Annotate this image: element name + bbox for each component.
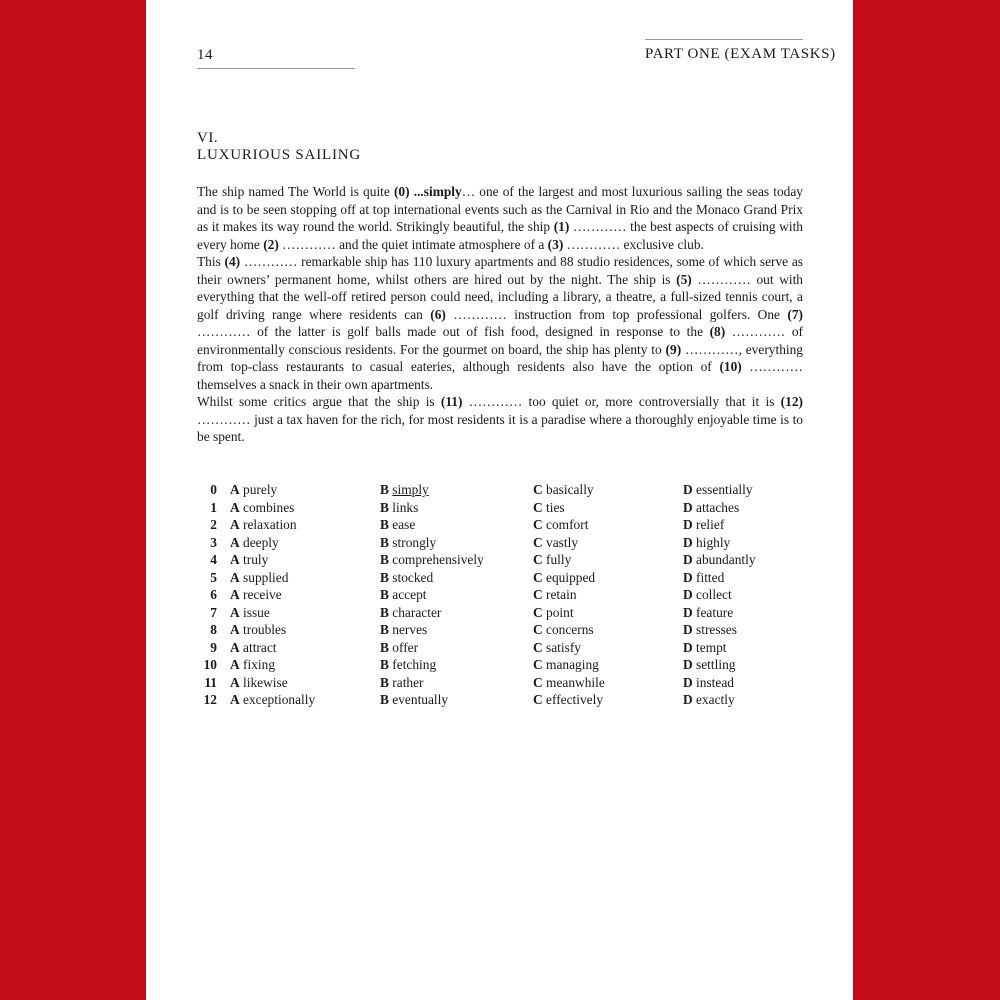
option-row xyxy=(197,621,803,639)
option-d xyxy=(683,639,803,657)
option-letter: C xyxy=(533,552,543,567)
option-word: likewise xyxy=(243,674,288,690)
option-b xyxy=(380,656,533,674)
option-word: essentially xyxy=(696,482,753,497)
option-row xyxy=(197,516,803,534)
option-word: tempt xyxy=(696,639,727,655)
option-a xyxy=(230,481,380,499)
option-letter: C xyxy=(533,657,543,672)
option-word: highly xyxy=(696,534,731,550)
question-number: 1 xyxy=(210,499,217,515)
passage-text: ………… and the quiet intimate atmosphere of a xyxy=(278,236,548,252)
option-letter: B xyxy=(380,499,389,515)
option-letter: A xyxy=(230,517,240,532)
question-number: 12 xyxy=(203,692,217,707)
option-letter: B xyxy=(380,552,389,567)
option-letter: A xyxy=(230,569,240,585)
option-a xyxy=(230,499,380,517)
option-a xyxy=(230,639,380,657)
gap-marker: (2) xyxy=(263,236,279,252)
option-letter: A xyxy=(230,692,240,707)
option-row xyxy=(197,551,803,569)
option-word: relief xyxy=(696,517,725,532)
option-word: deeply xyxy=(243,534,279,550)
option-a xyxy=(230,691,380,709)
option-letter: A xyxy=(230,552,240,567)
option-word: settling xyxy=(696,657,736,672)
section-label: PART ONE (EXAM TASKS) xyxy=(645,46,836,62)
option-c xyxy=(533,516,683,534)
option-b xyxy=(380,534,533,552)
option-b xyxy=(380,516,533,534)
option-word: accept xyxy=(392,587,427,602)
question-number: 3 xyxy=(210,534,217,550)
option-word: feature xyxy=(696,604,734,620)
option-letter: C xyxy=(533,499,543,515)
option-c xyxy=(533,481,683,499)
option-letter: C xyxy=(533,692,543,707)
option-letter: D xyxy=(683,657,693,672)
gap-marker: (3) xyxy=(547,236,564,252)
option-row xyxy=(197,639,803,657)
option-letter: B xyxy=(380,622,389,637)
option-word: managing xyxy=(546,657,599,672)
option-word: comprehensively xyxy=(392,552,484,567)
question-number: 7 xyxy=(210,604,217,620)
option-letter: B xyxy=(380,639,389,655)
option-word: vastly xyxy=(546,534,579,550)
option-b xyxy=(380,551,533,569)
option-a xyxy=(230,621,380,639)
option-word: issue xyxy=(243,604,270,620)
option-word: relaxation xyxy=(243,517,297,532)
option-letter: C xyxy=(533,587,543,602)
option-a xyxy=(230,551,380,569)
option-word: attaches xyxy=(696,499,740,515)
option-letter: D xyxy=(683,569,693,585)
option-letter: D xyxy=(683,674,693,690)
option-d xyxy=(683,656,803,674)
option-letter: A xyxy=(230,657,240,672)
gap-marker: (0) ...simply xyxy=(393,184,462,199)
option-d xyxy=(683,604,803,622)
option-word: rather xyxy=(392,674,424,690)
option-word: fitted xyxy=(696,569,725,585)
option-word: ties xyxy=(546,499,565,515)
option-d xyxy=(683,569,803,587)
page-number: 14 xyxy=(197,47,355,69)
option-word: eventually xyxy=(392,692,449,707)
gap-marker: (7) xyxy=(787,306,803,322)
options-table xyxy=(197,481,803,709)
option-d xyxy=(683,516,803,534)
gap-marker: (5) xyxy=(676,271,692,287)
option-word: fixing xyxy=(243,657,276,672)
option-b xyxy=(380,621,533,639)
passage-text: ………… themselves a snack in their own apartments. xyxy=(197,359,803,392)
option-row xyxy=(197,481,803,499)
question-number: 11 xyxy=(204,674,217,690)
option-letter: D xyxy=(683,604,693,620)
passage-text: ………… just a tax haven for the rich, for most residents it is a paradise where a thoroughly enjoyable time is to be spent. xyxy=(197,411,803,444)
option-d xyxy=(683,534,803,552)
option-letter: D xyxy=(683,517,693,532)
option-c xyxy=(533,586,683,604)
option-word: offer xyxy=(392,639,419,655)
gap-marker: (11) xyxy=(440,394,463,409)
option-c xyxy=(533,534,683,552)
option-c xyxy=(533,656,683,674)
option-d xyxy=(683,586,803,604)
task-number: VI. xyxy=(197,130,219,146)
option-letter: D xyxy=(683,534,693,550)
option-word: ease xyxy=(392,517,416,532)
option-a xyxy=(230,604,380,622)
option-letter: A xyxy=(230,622,240,637)
option-c xyxy=(533,691,683,709)
passage-text: ………… the best aspects of cruising with every home xyxy=(197,219,803,252)
passage-text: ………… too quiet or, more controversially that it is xyxy=(462,394,781,409)
option-a xyxy=(230,534,380,552)
option-letter: B xyxy=(380,692,389,707)
option-word: combines xyxy=(243,499,295,515)
running-header xyxy=(645,39,836,63)
option-letter: D xyxy=(683,482,693,497)
option-letter: A xyxy=(230,534,240,550)
question-number: 5 xyxy=(210,569,217,585)
option-b xyxy=(380,674,533,692)
option-letter: D xyxy=(683,622,693,637)
option-b xyxy=(380,481,533,499)
option-d xyxy=(683,674,803,692)
option-b xyxy=(380,586,533,604)
option-letter: B xyxy=(380,657,389,672)
option-letter: C xyxy=(533,482,543,497)
option-word: fetching xyxy=(392,657,437,672)
option-letter: A xyxy=(230,604,240,620)
passage xyxy=(197,183,803,446)
option-letter: D xyxy=(683,499,693,515)
option-word: stresses xyxy=(696,622,737,637)
option-word: receive xyxy=(243,587,282,602)
example-answer: simply xyxy=(392,482,429,497)
option-word: attract xyxy=(243,639,277,655)
option-c xyxy=(533,604,683,622)
option-row xyxy=(197,691,803,709)
option-letter: C xyxy=(533,639,543,655)
option-word: fully xyxy=(546,552,572,567)
option-word: supplied xyxy=(243,569,289,585)
gap-marker: (1) xyxy=(553,219,570,234)
passage-text: ………… out with everything that the well-off retired person could need, including a library, a theatre, a full-sized tennis court, a golf driving range where residents can xyxy=(197,271,803,322)
gap-marker: (10) xyxy=(719,359,742,374)
option-d xyxy=(683,621,803,639)
option-word: effectively xyxy=(546,692,604,707)
passage-text: ………… exclusive club. xyxy=(563,236,704,252)
passage-text: ………… of the latter is golf balls made out of fish food, designed in response to the xyxy=(197,324,710,339)
option-word: basically xyxy=(546,482,594,497)
option-word: troubles xyxy=(243,622,287,637)
option-a xyxy=(230,656,380,674)
option-word: stocked xyxy=(392,569,434,585)
option-c xyxy=(533,569,683,587)
option-word: collect xyxy=(696,587,732,602)
option-letter: D xyxy=(683,639,693,655)
task-title: LUXURIOUS SAILING xyxy=(197,147,362,163)
option-c xyxy=(533,674,683,692)
option-letter: B xyxy=(380,517,389,532)
option-a xyxy=(230,586,380,604)
gap-marker: (12) xyxy=(780,394,803,409)
option-letter: C xyxy=(533,674,543,690)
option-letter: B xyxy=(380,674,389,690)
option-letter: A xyxy=(230,587,240,602)
option-word: purely xyxy=(243,482,278,497)
option-b xyxy=(380,639,533,657)
option-row xyxy=(197,569,803,587)
option-word: satisfy xyxy=(546,639,581,655)
option-d xyxy=(683,551,803,569)
passage-text: ………… instruction from top professional golfers. One xyxy=(445,306,788,322)
passage-paragraph xyxy=(197,183,803,253)
option-b xyxy=(380,604,533,622)
option-letter: C xyxy=(533,517,543,532)
option-c xyxy=(533,621,683,639)
passage-text: This xyxy=(197,254,225,269)
option-row xyxy=(197,534,803,552)
option-row xyxy=(197,586,803,604)
option-word: exceptionally xyxy=(243,692,316,707)
option-a xyxy=(230,516,380,534)
option-word: abundantly xyxy=(696,552,756,567)
gap-marker: (8) xyxy=(709,324,726,339)
option-c xyxy=(533,639,683,657)
option-letter: B xyxy=(380,587,389,602)
option-a xyxy=(230,674,380,692)
option-a xyxy=(230,569,380,587)
question-number: 6 xyxy=(210,587,217,602)
passage-text: ………… remarkable ship has 110 luxury apartments and 88 studio residences, some of which serve as their owners’ permanent home, whilst others are hired out by the night. The ship is xyxy=(197,254,803,287)
question-number: 10 xyxy=(203,657,217,672)
document-page xyxy=(146,0,853,1000)
option-b xyxy=(380,499,533,517)
option-letter: C xyxy=(533,622,543,637)
question-number: 9 xyxy=(210,639,217,655)
option-letter: D xyxy=(683,587,693,602)
option-row xyxy=(197,656,803,674)
option-letter: D xyxy=(683,692,693,707)
option-word: retain xyxy=(546,587,577,602)
option-letter: C xyxy=(533,534,543,550)
option-word: instead xyxy=(696,674,734,690)
option-letter: C xyxy=(533,604,543,620)
option-word: concerns xyxy=(546,622,594,637)
option-word: meanwhile xyxy=(546,674,605,690)
option-row xyxy=(197,604,803,622)
passage-text: … one of the largest and most luxurious sailing the seas today and is to be seen stopping off at top international events such as the Carnival in Rio and the Monaco Grand Prix as it makes its way round the world. Strikingly beautiful, the ship xyxy=(197,184,803,234)
question-number: 2 xyxy=(210,517,217,532)
question-number: 8 xyxy=(210,622,217,637)
passage-paragraph xyxy=(197,393,803,446)
question-number: 0 xyxy=(210,482,217,497)
option-word: exactly xyxy=(696,692,735,707)
option-b xyxy=(380,569,533,587)
option-d xyxy=(683,691,803,709)
gap-marker: (6) xyxy=(430,306,446,322)
gap-marker: (9) xyxy=(665,341,682,357)
option-letter: A xyxy=(230,674,240,690)
option-word: truly xyxy=(243,552,269,567)
option-word: point xyxy=(546,604,574,620)
option-letter: B xyxy=(380,534,389,550)
passage-text: Whilst some critics argue that the ship is xyxy=(197,394,441,409)
option-letter: D xyxy=(683,552,693,567)
passage-text: ………… of environmentally conscious residents. For the gourmet on board, the ship has plenty to xyxy=(197,324,803,357)
option-c xyxy=(533,499,683,517)
option-word: links xyxy=(392,499,419,515)
option-word: strongly xyxy=(392,534,437,550)
passage-text: …………, everything from top-class restaurants to casual eateries, although residents also have the option of xyxy=(197,341,804,374)
option-letter: A xyxy=(230,499,240,515)
option-letter: A xyxy=(230,482,240,497)
question-number: 4 xyxy=(210,552,217,567)
option-d xyxy=(683,499,803,517)
option-row xyxy=(197,499,803,517)
option-word: comfort xyxy=(546,517,589,532)
option-letter: B xyxy=(380,604,389,620)
option-word: equipped xyxy=(546,569,596,585)
passage-paragraph xyxy=(197,253,803,393)
option-word: nerves xyxy=(392,622,428,637)
option-letter: B xyxy=(380,482,389,497)
option-d xyxy=(683,481,803,499)
option-word: character xyxy=(392,604,442,620)
option-letter: B xyxy=(380,569,389,585)
option-row xyxy=(197,674,803,692)
option-letter: C xyxy=(533,569,543,585)
option-letter: A xyxy=(230,639,240,655)
gap-marker: (4) xyxy=(224,254,241,269)
option-c xyxy=(533,551,683,569)
option-b xyxy=(380,691,533,709)
passage-text: The ship named The World is quite xyxy=(197,184,394,199)
